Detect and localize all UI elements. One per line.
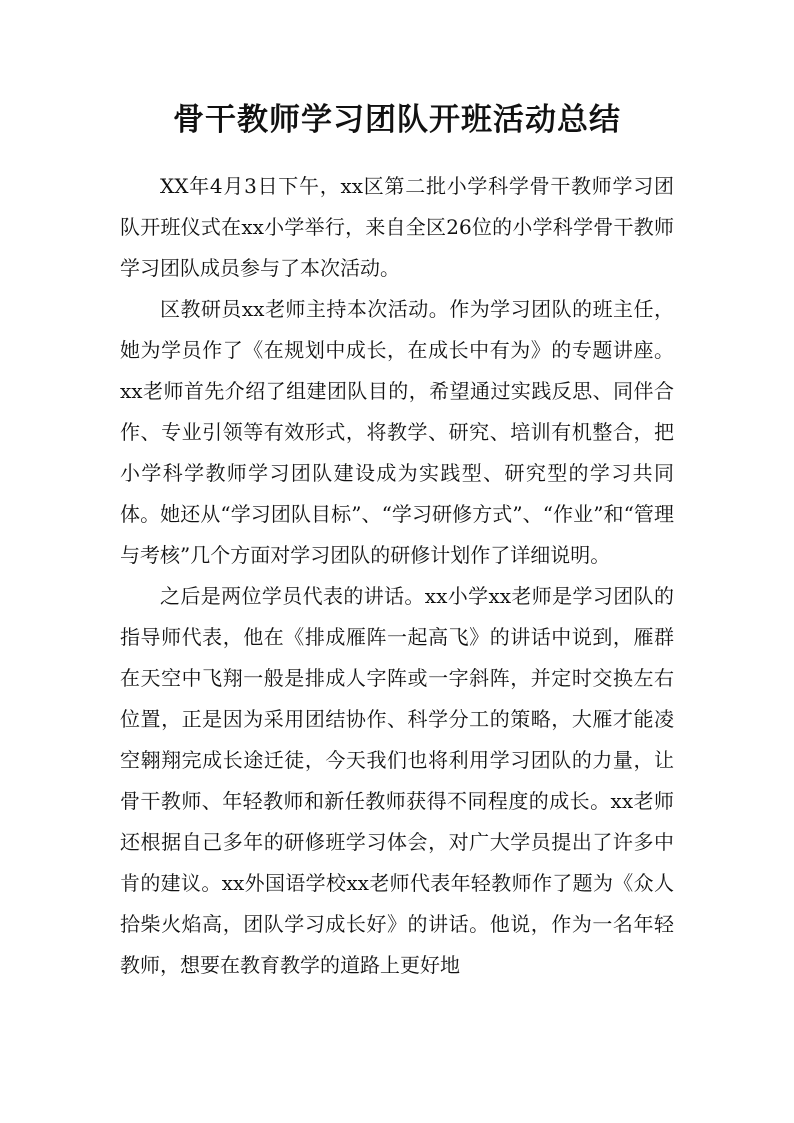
paragraph-1: XX年4月3日下午，xx区第二批小学科学骨干教师学习团队开班仪式在xx小学举行，来自全区26位的小学科学骨干教师学习团队成员参与了本次活动。 [120,174,674,280]
document-page [120,96,674,986]
document-title: 骨干教师学习团队开班活动总结 [173,102,621,138]
paragraph-2: 区教研员xx老师主持本次活动。作为学习团队的班主任，她为学员作了《在规划中成长，在成长中有为》的专题讲座。xx老师首先介绍了组建团队目的，希望通过实践反思、同伴合作、专业引领等有效形式，将教学、研究、培训有机整合，把小学科学教师学习团队建设成为实践型、研究型的学习共同体。她还从“学习团队目标”、“学习研修方式”、“作业”和“管理与考核”几个方面对学习团队的研修计划作了详细说明。 [120,297,674,567]
paragraph-3: 之后是两位学员代表的讲话。xx小学xx老师是学习团队的指导师代表，他在《排成雁阵一起高飞》的讲话中说到，雁群在天空中飞翔一般是排成人字阵或一字斜阵，并定时交换左右位置，正是因为采用团结协作、科学分工的策略，大雁才能凌空翱翔完成长途迁徒，今天我们也将利用学习团队的力量，让骨干教师、年轻教师和新任教师获得不同程度的成长。xx老师还根据自己多年的研修班学习体会，对广大学员提出了许多中肯的建议。xx外国语学校xx老师代表年轻教师作了题为《众人拾柴火焰高，团队学习成长好》的讲话。他说，作为一名年轻教师，想要在教育教学的道路上更好地 [120,584,674,977]
